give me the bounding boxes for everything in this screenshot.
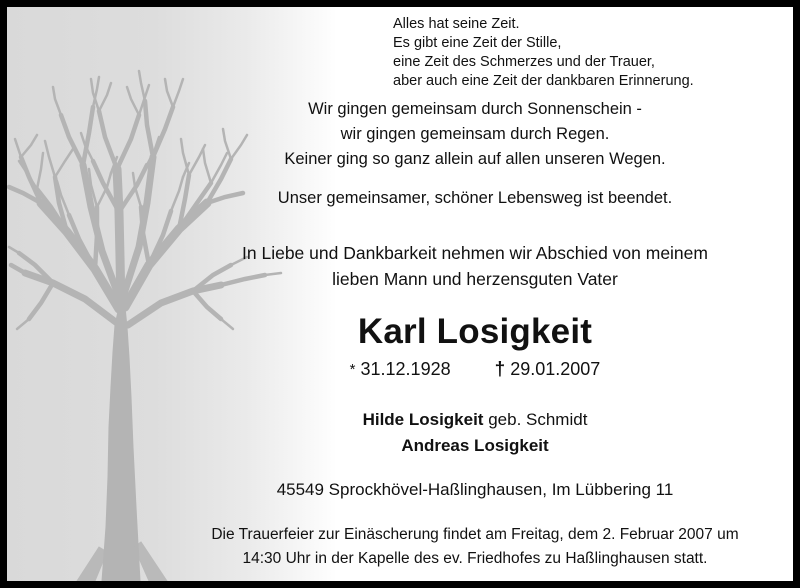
poem-line: Keiner ging so ganz allein auf allen unseren Wegen. xyxy=(284,150,666,168)
verse-line: Es gibt eine Zeit der Stille, xyxy=(393,35,562,51)
service-line: Die Trauerfeier zur Einäscherung findet am Freitag, dem 2. Februar 2007 um xyxy=(211,526,739,543)
survivor-name: Hilde Losigkeit xyxy=(362,410,484,429)
survivor-line xyxy=(157,433,793,459)
deceased-name: Karl Losigkeit xyxy=(357,312,593,351)
border-bottom xyxy=(0,581,800,588)
survivor-line xyxy=(157,407,793,433)
poem-line: wir gingen gemeinsam durch Regen. xyxy=(340,125,610,143)
birth-date: 31.12.1928 xyxy=(360,359,451,379)
verse-block xyxy=(393,15,793,91)
border-left xyxy=(0,0,7,588)
service-line: 14:30 Uhr in der Kapelle des ev. Friedhofes zu Haßlinghausen statt. xyxy=(242,550,708,567)
notice-card xyxy=(7,7,793,581)
life-dates xyxy=(157,359,793,381)
closing-line: Unser gemeinsamer, schöner Lebensweg ist beendet. xyxy=(277,189,673,207)
border-right xyxy=(793,0,800,588)
poem-block xyxy=(157,97,793,172)
survivor-suffix: geb. Schmidt xyxy=(483,410,588,429)
poem-line: Wir gingen gemeinsam durch Sonnenschein - xyxy=(308,100,642,118)
service-details xyxy=(157,523,793,571)
dedication-block xyxy=(157,240,793,292)
verse-line: Alles hat seine Zeit. xyxy=(393,16,520,32)
notice-text xyxy=(157,7,793,581)
dedication-line: In Liebe und Dankbarkeit nehmen wir Abschied von meinem xyxy=(242,243,708,263)
survivor-name: Andreas Losigkeit xyxy=(401,436,549,455)
birth-symbol: * xyxy=(349,361,356,378)
death-date: 29.01.2007 xyxy=(510,359,601,379)
survivors-block xyxy=(157,407,793,459)
verse-line: eine Zeit des Schmerzes und der Trauer, xyxy=(393,54,655,70)
address-line: 45549 Sprockhövel-Haßlinghausen, Im Lübbering 11 xyxy=(276,480,674,499)
verse-line: aber auch eine Zeit der dankbaren Erinnerung. xyxy=(393,73,694,89)
border-top xyxy=(0,0,800,7)
death-symbol: † xyxy=(494,359,506,380)
dedication-line: lieben Mann und herzensguten Vater xyxy=(332,269,618,289)
